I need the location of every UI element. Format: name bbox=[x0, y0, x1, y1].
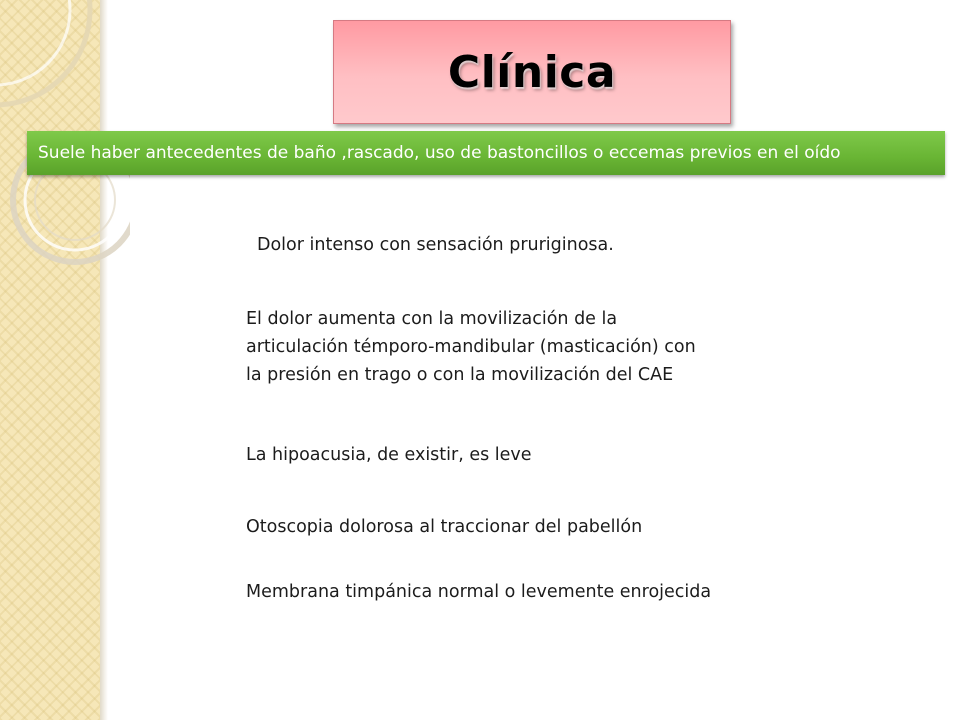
slide-title: Clínica bbox=[447, 46, 617, 98]
symptom-item: La hipoacusia, de existir, es leve bbox=[246, 445, 532, 465]
decorative-side-strip bbox=[0, 0, 100, 720]
strip-shadow bbox=[100, 0, 108, 720]
symptom-item: Dolor intenso con sensación pruriginosa. bbox=[257, 235, 614, 255]
symptom-item: Membrana timpánica normal o levemente enrojecida bbox=[246, 582, 712, 602]
context-banner bbox=[27, 131, 945, 175]
banner-text: Suele haber antecedentes de baño ,rascado, uso de bastoncillos o eccemas previos en el oído bbox=[38, 143, 841, 163]
symptom-item: El dolor aumenta con la movilización de la articulación témporo-mandibular (masticación) con la presión en trago o con la movilización del CAE bbox=[246, 309, 696, 385]
title-box bbox=[333, 20, 731, 124]
symptom-item: Otoscopia dolorosa al traccionar del pabellón bbox=[246, 517, 643, 537]
